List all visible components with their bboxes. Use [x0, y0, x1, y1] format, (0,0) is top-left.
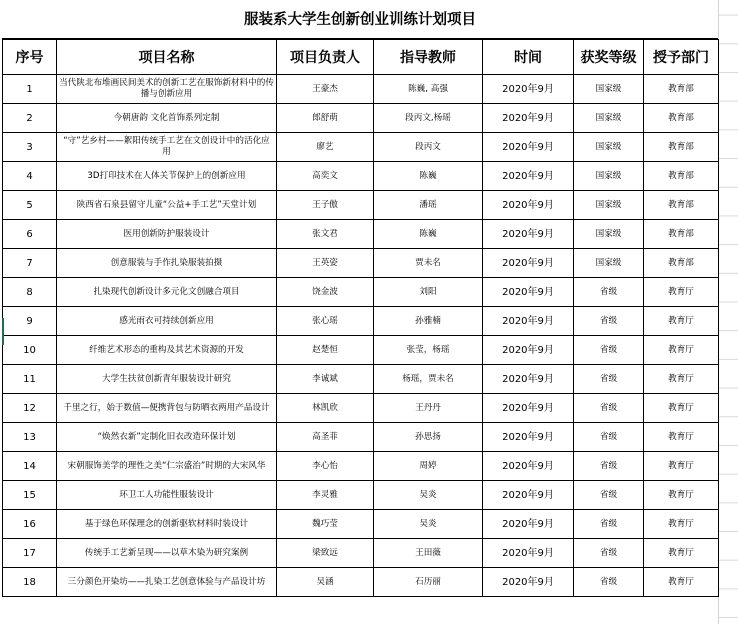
table-row — [3, 336, 719, 365]
cell-leader[interactable]: 王子傲 — [277, 191, 374, 220]
table-row — [3, 452, 719, 481]
cell-leader[interactable]: 高圣菲 — [277, 423, 374, 452]
cell-index[interactable]: 12 — [3, 394, 57, 423]
cell-department[interactable]: 教育厅 — [644, 568, 719, 597]
cell-advisor[interactable]: 段丙文 — [374, 133, 483, 162]
cell-leader[interactable]: 郎舒萌 — [277, 104, 374, 133]
cell-project-name[interactable]: 3D打印技术在人体关节保护上的创新应用 — [57, 162, 277, 191]
cell-department[interactable]: 教育部 — [644, 191, 719, 220]
header-time[interactable]: 时间 — [483, 40, 574, 75]
cell-leader[interactable]: 高奕文 — [277, 162, 374, 191]
cell-project-name[interactable]: 千里之行，始于数值—便携背包与防晒衣两用产品设计 — [57, 394, 277, 423]
cell-time[interactable]: 2020年9月 — [483, 452, 574, 481]
cell-award-level[interactable]: 国家级 — [574, 249, 644, 278]
cell-time[interactable]: 2020年9月 — [483, 162, 574, 191]
cell-index[interactable]: 16 — [3, 510, 57, 539]
table-row — [3, 191, 719, 220]
header-department[interactable]: 授予部门 — [644, 40, 719, 75]
cell-advisor[interactable]: 吴炎 — [374, 510, 483, 539]
cell-index[interactable]: 18 — [3, 568, 57, 597]
cell-project-name[interactable]: 基于绿色环保理念的创新驱软材料时装设计 — [57, 510, 277, 539]
cell-leader[interactable]: 廖艺 — [277, 133, 374, 162]
table-row — [3, 249, 719, 278]
cell-project-name[interactable]: “守”艺乡村——絮阳传统手工艺在文创设计中的活化应用 — [57, 133, 277, 162]
cell-advisor[interactable]: 陈巍 — [374, 220, 483, 249]
cell-leader[interactable]: 梁致远 — [277, 539, 374, 568]
table-row — [3, 278, 719, 307]
cell-time[interactable]: 2020年9月 — [483, 249, 574, 278]
cell-project-name[interactable]: 扎染现代创新设计多元化文创融合项目 — [57, 278, 277, 307]
cell-advisor[interactable]: 潘瑶 — [374, 191, 483, 220]
cell-advisor[interactable]: 陈巍 — [374, 162, 483, 191]
cell-advisor[interactable]: 段丙文,杨瑶 — [374, 104, 483, 133]
cell-project-name[interactable]: 传统手工艺新呈现——以草木染为研究案例 — [57, 539, 277, 568]
cell-time[interactable]: 2020年9月 — [483, 104, 574, 133]
cell-project-name[interactable]: 当代陕北布堆画民间美术的创新工艺在服饰新材料中的传播与创新应用 — [57, 75, 277, 104]
cell-project-name[interactable]: 三分颜色开染坊——扎染工艺创意体验与产品设计坊 — [57, 568, 277, 597]
header-award-level[interactable]: 获奖等级 — [574, 40, 644, 75]
cell-leader[interactable]: 李灵雅 — [277, 481, 374, 510]
cell-advisor[interactable]: 贾未名 — [374, 249, 483, 278]
cell-time[interactable]: 2020年9月 — [483, 423, 574, 452]
cell-time[interactable]: 2020年9月 — [483, 191, 574, 220]
cell-advisor[interactable]: 吴炎 — [374, 481, 483, 510]
cell-award-level[interactable]: 省级 — [574, 568, 644, 597]
cell-project-name[interactable]: 宋朝服饰美学的理性之美“仁宗盛治”时期的大宋风华 — [57, 452, 277, 481]
cell-award-level[interactable]: 国家级 — [574, 104, 644, 133]
cell-leader[interactable]: 王英姿 — [277, 249, 374, 278]
cell-department[interactable]: 教育厅 — [644, 539, 719, 568]
cell-department[interactable]: 教育部 — [644, 220, 719, 249]
cell-department[interactable]: 教育厅 — [644, 336, 719, 365]
header-row — [3, 40, 719, 75]
cell-leader[interactable]: 李心怡 — [277, 452, 374, 481]
cell-department[interactable]: 教育厅 — [644, 452, 719, 481]
cell-award-level[interactable]: 国家级 — [574, 133, 644, 162]
cell-department[interactable]: 教育厅 — [644, 394, 719, 423]
cell-department[interactable]: 教育部 — [644, 249, 719, 278]
cell-advisor[interactable]: 陈巍, 高强 — [374, 75, 483, 104]
cell-department[interactable]: 教育部 — [644, 133, 719, 162]
cell-index[interactable]: 15 — [3, 481, 57, 510]
header-advisor[interactable]: 指导教师 — [374, 40, 483, 75]
cell-department[interactable]: 教育部 — [644, 104, 719, 133]
projects-table — [2, 39, 719, 597]
cell-advisor[interactable]: 张莹，杨瑶 — [374, 336, 483, 365]
cell-time[interactable]: 2020年9月 — [483, 307, 574, 336]
cell-project-name[interactable]: 创意服装与手作扎染服装拍摄 — [57, 249, 277, 278]
table-row — [3, 539, 719, 568]
cell-award-level[interactable]: 省级 — [574, 394, 644, 423]
spreadsheet-gridlines — [718, 0, 738, 624]
cell-advisor[interactable]: 杨瑶，贾未名 — [374, 365, 483, 394]
cell-award-level[interactable]: 省级 — [574, 510, 644, 539]
cell-department[interactable]: 教育部 — [644, 162, 719, 191]
cell-award-level[interactable]: 国家级 — [574, 191, 644, 220]
cell-time[interactable]: 2020年9月 — [483, 539, 574, 568]
cell-time[interactable]: 2020年9月 — [483, 133, 574, 162]
cell-award-level[interactable]: 国家级 — [574, 162, 644, 191]
cell-index[interactable]: 11 — [3, 365, 57, 394]
cell-leader[interactable]: 王豪杰 — [277, 75, 374, 104]
cell-award-level[interactable]: 省级 — [574, 336, 644, 365]
cell-leader[interactable]: 饶金波 — [277, 278, 374, 307]
cell-department[interactable]: 教育厅 — [644, 278, 719, 307]
cell-advisor[interactable]: 周婷 — [374, 452, 483, 481]
cell-index[interactable]: 6 — [3, 220, 57, 249]
cell-time[interactable]: 2020年9月 — [483, 75, 574, 104]
table-row — [3, 307, 719, 336]
cell-award-level[interactable]: 国家级 — [574, 75, 644, 104]
cell-index[interactable]: 3 — [3, 133, 57, 162]
cell-time[interactable]: 2020年9月 — [483, 510, 574, 539]
cell-department[interactable]: 教育厅 — [644, 423, 719, 452]
cell-advisor[interactable]: 王丹丹 — [374, 394, 483, 423]
table-row — [3, 568, 719, 597]
cell-index[interactable]: 10 — [3, 336, 57, 365]
cell-time[interactable]: 2020年9月 — [483, 336, 574, 365]
cell-award-level[interactable]: 省级 — [574, 539, 644, 568]
header-index[interactable]: 序号 — [3, 40, 57, 75]
cell-award-level[interactable]: 省级 — [574, 423, 644, 452]
cell-project-name[interactable]: 医用创新防护服装设计 — [57, 220, 277, 249]
cell-time[interactable]: 2020年9月 — [483, 220, 574, 249]
cell-leader[interactable]: 吴涵 — [277, 568, 374, 597]
table-row — [3, 510, 719, 539]
cell-award-level[interactable]: 省级 — [574, 481, 644, 510]
table-row — [3, 162, 719, 191]
cell-index[interactable]: 4 — [3, 162, 57, 191]
cell-index[interactable]: 9 — [3, 307, 57, 336]
cell-leader[interactable]: 李诚斌 — [277, 365, 374, 394]
cell-index[interactable]: 13 — [3, 423, 57, 452]
cell-department[interactable]: 教育厅 — [644, 481, 719, 510]
cell-project-name[interactable]: 感光雨衣可持续创新应用 — [57, 307, 277, 336]
table-row — [3, 481, 719, 510]
table-body — [3, 75, 719, 597]
table-row — [3, 104, 719, 133]
table-row — [3, 133, 719, 162]
cell-project-name[interactable]: 陕西省石泉县留守儿童“公益+手工艺”天堂计划 — [57, 191, 277, 220]
cell-index[interactable]: 2 — [3, 104, 57, 133]
cell-leader[interactable]: 张文君 — [277, 220, 374, 249]
cell-award-level[interactable]: 省级 — [574, 452, 644, 481]
header-project-name[interactable]: 项目名称 — [57, 40, 277, 75]
cell-leader[interactable]: 林凯欣 — [277, 394, 374, 423]
cell-leader[interactable]: 赵楚恒 — [277, 336, 374, 365]
cell-time[interactable]: 2020年9月 — [483, 394, 574, 423]
cell-department[interactable]: 教育部 — [644, 75, 719, 104]
cell-award-level[interactable]: 省级 — [574, 278, 644, 307]
sheet-title: 服装系大学生创新创业训练计划项目 — [2, 0, 718, 39]
cell-department[interactable]: 教育厅 — [644, 307, 719, 336]
cell-leader[interactable]: 张心瑶 — [277, 307, 374, 336]
table-row — [3, 394, 719, 423]
header-leader[interactable]: 项目负责人 — [277, 40, 374, 75]
table-row — [3, 365, 719, 394]
cell-department[interactable]: 教育厅 — [644, 365, 719, 394]
cell-advisor[interactable]: 石历丽 — [374, 568, 483, 597]
cell-index[interactable]: 7 — [3, 249, 57, 278]
cell-index[interactable]: 14 — [3, 452, 57, 481]
cell-index[interactable]: 17 — [3, 539, 57, 568]
cell-award-level[interactable]: 省级 — [574, 307, 644, 336]
cell-advisor[interactable]: 孙雅楠 — [374, 307, 483, 336]
cell-project-name[interactable]: 今朝唐韵 文化首饰系列定制 — [57, 104, 277, 133]
cell-project-name[interactable]: 大学生扶贫创新青年服装设计研究 — [57, 365, 277, 394]
cell-advisor[interactable]: 孙思扬 — [374, 423, 483, 452]
cell-time[interactable]: 2020年9月 — [483, 365, 574, 394]
table-row — [3, 75, 719, 104]
cell-leader[interactable]: 魏巧莹 — [277, 510, 374, 539]
cell-index[interactable]: 8 — [3, 278, 57, 307]
cell-award-level[interactable]: 省级 — [574, 365, 644, 394]
cell-project-name[interactable]: 纤维艺术形态的重构及其艺术资源的开发 — [57, 336, 277, 365]
cell-advisor[interactable]: 刘阳 — [374, 278, 483, 307]
cell-project-name[interactable]: 环卫工人功能性服装设计 — [57, 481, 277, 510]
cell-project-name[interactable]: “焕然衣新”定制化旧衣改造环保计划 — [57, 423, 277, 452]
cell-time[interactable]: 2020年9月 — [483, 278, 574, 307]
cell-time[interactable]: 2020年9月 — [483, 481, 574, 510]
table-row — [3, 423, 719, 452]
cell-award-level[interactable]: 国家级 — [574, 220, 644, 249]
cell-index[interactable]: 1 — [3, 75, 57, 104]
selection-indicator — [2, 318, 4, 345]
cell-advisor[interactable]: 王田薇 — [374, 539, 483, 568]
cell-time[interactable]: 2020年9月 — [483, 568, 574, 597]
table-row — [3, 220, 719, 249]
cell-department[interactable]: 教育厅 — [644, 510, 719, 539]
spreadsheet-sheet — [2, 0, 718, 597]
cell-index[interactable]: 5 — [3, 191, 57, 220]
